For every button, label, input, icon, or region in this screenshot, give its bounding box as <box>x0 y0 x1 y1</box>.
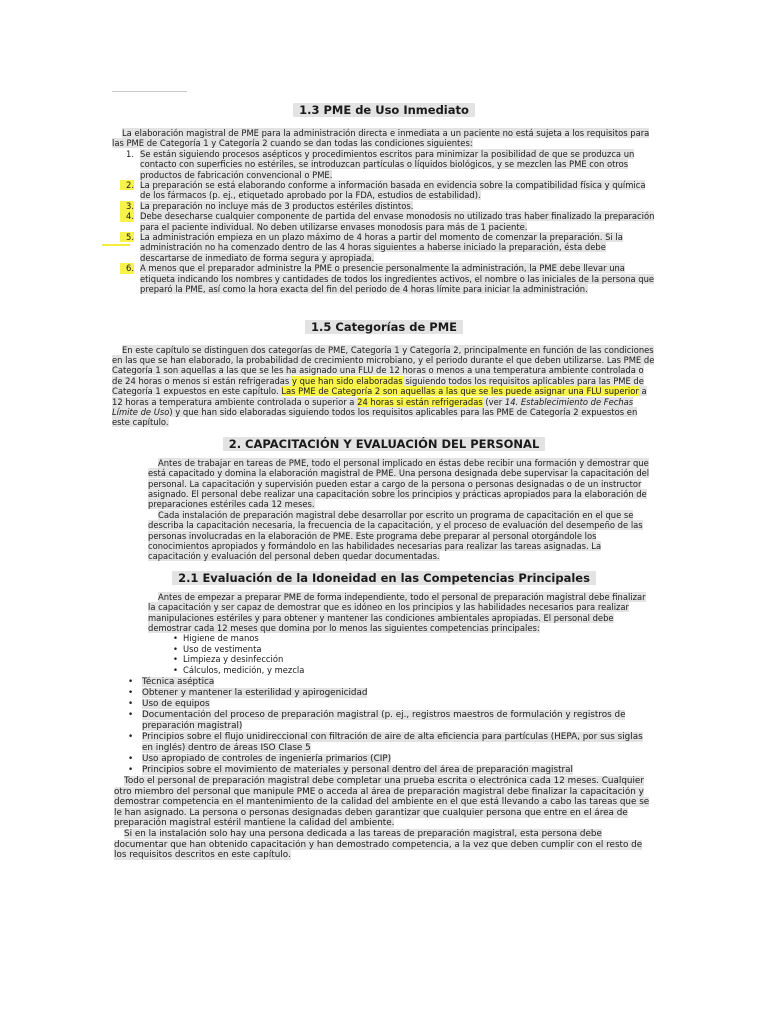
paragraph: Antes de trabajar en tareas de PME, todo el personal implicado en éstas debe recibir una formación y demostrar que está capacitado y domina la elaboración magistral de PME. Una persona designada debe supervisar la capacitación del personal. La capacitación y supervisión pueden estar a cargo de la persona o personas designadas o de un instructor asignado. El personal debe realizar una capacitación sobre los principios y prácticas apropiados para la elaboración de preparaciones estériles cada 12 meses. <box>148 457 650 510</box>
list-item: • Técnica aséptica <box>128 677 656 688</box>
list-item: 6. A menos que el preparador administre la PME o presencie personalmente la administración, la PME debe llevar una etiqueta indicando los nombres y cantidades de todos los ingredientes activos, el nombre o las iniciales de la persona que preparó la PME, así como la hora exacta del fin del periodo de 4 horas límite para iniciar la administración. <box>112 263 656 294</box>
list-item: • Higiene de manos <box>173 633 656 643</box>
section-1-5 <box>112 319 656 428</box>
paragraph: Todo el personal de preparación magistral debe completar una prueba escrita o electrónica cada 12 meses. Cualquier otro miembro del personal que manipule PME o acceda al área de preparación magistral debe finalizar la capacitación y demostrar competencia en el mantenimiento de la calidad del ambiente en el que está llevando a cabo las tareas que se le han asignado. La persona o personas designadas deben garantizar que cualquier persona que entre en el área de preparación magistral estéril mantiene la calidad del ambiente. <box>114 776 650 829</box>
list-item: 1. Se están siguiendo procesos asépticos y procedimientos escritos para minimizar la posibilidad de que se produzca un contacto con superficies no estériles, se introduzcan partículas o líquidos biológicos, y se mezclen las PME con otros productos de fabricación convencional o PME. <box>126 148 635 180</box>
list-item: • Principios sobre el movimiento de materiales y personal dentro del área de preparación magistral <box>128 765 656 776</box>
header-rule <box>112 91 187 92</box>
document-page <box>112 98 656 861</box>
list-item: • Principios sobre el flujo unidireccional con filtración de aire de alta eficiencia para partículas (HEPA, por sus siglas en inglés) dentro de áreas ISO Clase 5 <box>128 732 656 754</box>
section-heading: 2. CAPACITACIÓN Y EVALUACIÓN DEL PERSONAL <box>112 436 656 452</box>
list-item: • Uso de vestimenta <box>173 644 656 654</box>
section-2 <box>112 436 656 562</box>
competency-list-continued <box>112 677 656 776</box>
list-item: • Documentación del proceso de preparación magistral (p. ej., registros maestros de formulación y registros de preparación magistral) <box>128 710 656 732</box>
paragraph: En este capítulo se distinguen dos categorías de PME, Categoría 1 y Categoría 2, principalmente en función de las condiciones en las que se han elaborado, la probabilidad de crecimiento microbiano, y el periodo durante el que deben utilizarse. Las PME de Categoría 1 son aquellas a las que se les ha asignado una FLU de 12 horas o menos a una temperatura ambiente controlada o de 24 horas o menos si están refrigeradas y que han sido elaboradas siguiendo todos los requisitos aplicables para las PME de Categoría 1 expuestos en este capítulo. Las PME de Categoría 2 son aquellas a las que se les puede asignar una FLU superior a 12 horas a temperatura ambiente controlada o superior a 24 horas si están refrigeradas (ver 14. Establecimiento de Fechas Límite de Uso) y que han sido elaboradas siguiendo todos los requisitos aplicables para las PME de Categoría 2 expuestos en este capítulo. <box>112 344 655 428</box>
section-1-3 <box>112 102 656 295</box>
section-heading: 2.1 Evaluación de la Idoneidad en las Competencias Principales <box>112 570 656 586</box>
section-heading: 1.5 Categorías de PME <box>112 319 656 335</box>
paragraph: Cada instalación de preparación magistral debe desarrollar por escrito un programa de capacitación en el que se describa la capacitación necesaria, la frecuencia de la capacitación, y el proceso de evaluación del desempeño de las personas involucradas en la elaboración de PME. Este programa debe preparar al personal otorgándole los conocimientos apropiados y formándolo en las habilidades necesarias para realizar las tareas asignadas. La capacitación y evaluación del personal deben quedar documentadas. <box>148 509 643 562</box>
list-item: • Obtener y mantener la esterilidad y apirogenicidad <box>128 688 656 699</box>
list-item: 3. La preparación no incluye más de 3 productos estériles distintos. <box>112 201 656 211</box>
section-2-1 <box>112 570 656 861</box>
list-item: • Limpieza y desinfección <box>173 654 656 664</box>
list-item: • Uso apropiado de controles de ingeniería primarios (CIP) <box>128 754 656 765</box>
paragraph: Si en la instalación solo hay una persona dedicada a las tareas de preparación magistral, esta persona debe documentar que han obtenido capacitación y han demostrado competencia, a la vez que deben cumplir con el resto de los requisitos descritos en este capítulo. <box>114 829 643 861</box>
list-item: 2. La preparación se está elaborando conforme a información basada en evidencia sobre la compatibilidad física y química de los fármacos (p. ej., etiquetado aprobado por la FDA, estudios de estabilidad). <box>112 180 656 201</box>
list-item: 4. Debe desecharse cualquier componente de partida del envase monodosis no utilizado tras haber finalizado la preparación para el paciente individual. No deben utilizarse envases monodosis para más de 1 paciente. <box>112 211 656 232</box>
competency-list <box>112 633 656 675</box>
list-item: • Uso de equipos <box>128 699 656 710</box>
paragraph: Antes de empezar a preparar PME de forma independiente, todo el personal de preparación magistral debe finalizar la capacitación y ser capaz de demostrar que es idóneo en los principios y las habilidades necesarios para realizar manipulaciones estériles y para obtener y mantener las condiciones ambientales apropiadas. El personal debe demostrar cada 12 meses que domina por lo menos las siguientes competencias principales: <box>148 591 646 634</box>
paragraph: La elaboración magistral de PME para la administración directa e inmediata a un paciente no está sujeta a los requisitos para las PME de Categoría 1 y Categoría 2 cuando se dan todas las condiciones siguientes: <box>112 128 650 149</box>
section-heading: 1.3 PME de Uso Inmediato <box>112 102 656 118</box>
list-item: 5. La administración empieza en un plazo máximo de 4 horas a partir del momento de comenzar la preparación. Si la administración no ha comenzado dentro de las 4 horas siguientes a haberse iniciado la preparación, ésta debe descartarse de inmediato de forma segura y apropiada. <box>112 232 656 263</box>
list-item: • Cálculos, medición, y mezcla <box>173 665 656 675</box>
